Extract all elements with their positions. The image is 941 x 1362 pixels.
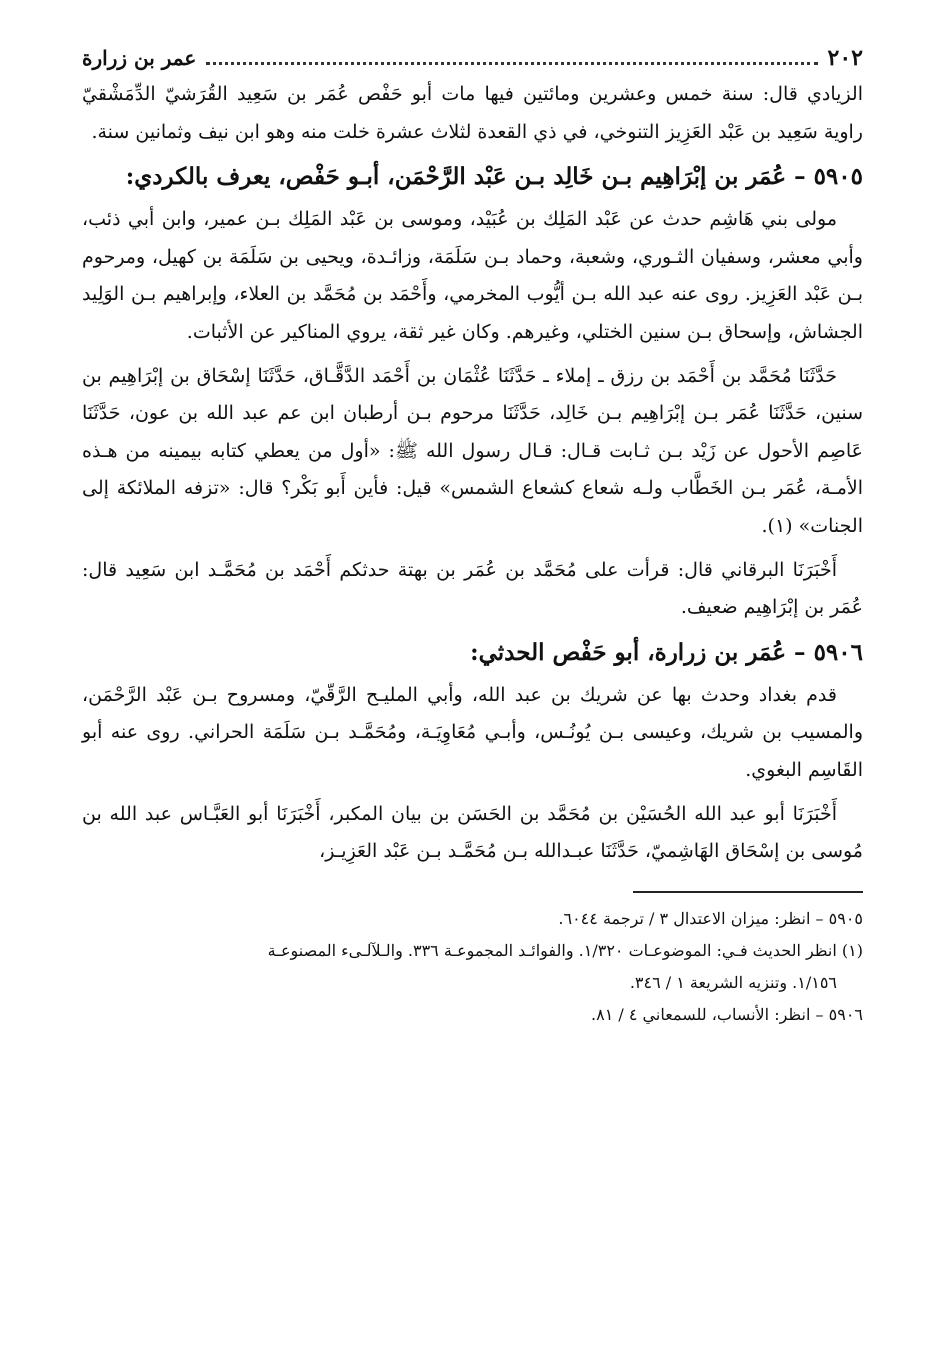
footnote-5905: ٥٩٠٥ – انظر: ميزان الاعتدال ٣ / ترجمة ٦٠٤٤.	[558, 908, 863, 928]
footnote-1-continued: ١/١٥٦. وتنزيه الشريعة ١ / ٣٤٦.	[629, 972, 837, 992]
page-header	[82, 40, 863, 76]
entry-5906-paragraph-2: أَخْبَرَنَا أبو عبد الله الحُسَيْن بن مُحَمَّد بن الحَسَن بن بيان المكبر، أَخْبَرَنَا أبو العَبَّـاس عبد الله بن مُوسى بن إسْحَاق الهَاشِميّ، حَدَّثَنَا عبـدالله بـن مُحَمَّـد بـن عَبْد العَزِيـز،	[82, 802, 863, 863]
intro-paragraph: الزيادي قال: سنة خمس وعشرين ومائتين فيها مات أبو حَفْص عُمَر بن سَعِيد القُرَشيّ الدِّمَشْقيّ راوية سَعِيد بن عَبْد العَزِيز التنوخي، في ذي القعدة لثلاث عشرة خلت منه وهو ابن نيف وثمانين سنة.	[82, 83, 863, 143]
running-title: عمر بن زرارة	[82, 46, 197, 70]
entry-5905-paragraph-2: حَدَّثَنَا مُحَمَّد بن أَحْمَد بن رزق ـ إملاء ـ حَدَّثَنَا عُثْمَان بن أَحْمَد الدَّقَّـاق، حَدَّثَنَا إسْحَاق بن إبْرَاهِيم بن سنين، حَدَّثَنَا عُمَر بـن إبْرَاهِيم بـن خَالِد، حَدَّثَنَا مرحوم بـن أرطبان ابن عم عبد الله بن عون، حَدَّثَنَا عَاصِم الأحول عن زَيْد بـن ثـابت قـال: قـال رسول الله ﷺ: «أول من يعطي كتابه بيمينه من هـذه الأمـة، عُمَر بـن الخَطَّاب ولـه شعاع كشعاع الشمس» قيل: فأين أَبو بَكْر؟ قال: «تزفه الملائكة إلى الجنات» (١).	[82, 364, 864, 537]
entry-5906-paragraph-1: قدم بغداد وحدث بها عن شريك بن عبد الله، وأبي المليـح الرَّقّيّ، ومسروح بـن عَبْد الرَّحْمَن، والمسيب بن شريك، وعيسى بـن يُونُـس، وأبـي مُعَاوِيَـة، ومُحَمَّـد بـن سَلَمَة الحراني. روى عنه أبو القَاسِم البغوي.	[82, 683, 863, 781]
entry-5906-title: ٥٩٠٦ – عُمَر بن زرارة، أبو حَفْص الحدثي:	[470, 638, 863, 666]
footnote-1: (١) انظر الحديث فـي: الموضوعـات ١/٣٢٠. والفوائـد المجموعـة ٣٣٦. والـلآلـىء المصنوعـة	[267, 940, 863, 960]
entry-5905-paragraph-1: مولى بني هَاشِم حدث عن عَبْد المَلِك بن عُبَيْد، وموسى بن عَبْد المَلِك بـن عمير، وابن أبي ذئب، وأبي معشر، وسفيان الثـوري، وشعبة، وحماد بـن سَلَمَة، وزائـدة، ويحيى بن سَلَمَة بن كهيل، ومرحوم بـن عَبْد العَزِيز. روى عنه عبد الله بـن أيُّوب المخرمي، وأَحْمَد بن مُحَمَّد بن العلاء، وإبراهيم بـن الوَلِيد الجشاش، وإسحاق بـن سنين الختلي، وغيرهم. وكان غير ثقة، يروي المناكير عن الأثبات.	[82, 208, 863, 343]
page-number: ٢٠٢	[827, 45, 863, 71]
footnote-rule	[633, 891, 863, 893]
header-dot-leader	[206, 60, 817, 65]
entry-5905-title: ٥٩٠٥ – عُمَر بن إبْرَاهِيم بـن خَالِد بـن عَبْد الرَّحْمَن، أبـو حَفْص، يعرف بالكردي:	[125, 163, 863, 191]
entry-5905-paragraph-3: أَخْبَرَنَا البرقاني قال: قرأت على مُحَمَّد بن عُمَر بن بهتة حدثكم أَحْمَد بن مُحَمَّـد ابن سَعِيد قال: عُمَر بن إبْرَاهِيم ضعيف.	[82, 558, 863, 619]
footnote-5906: ٥٩٠٦ – انظر: الأنساب، للسمعاني ٤ / ٨١.	[591, 1004, 863, 1024]
